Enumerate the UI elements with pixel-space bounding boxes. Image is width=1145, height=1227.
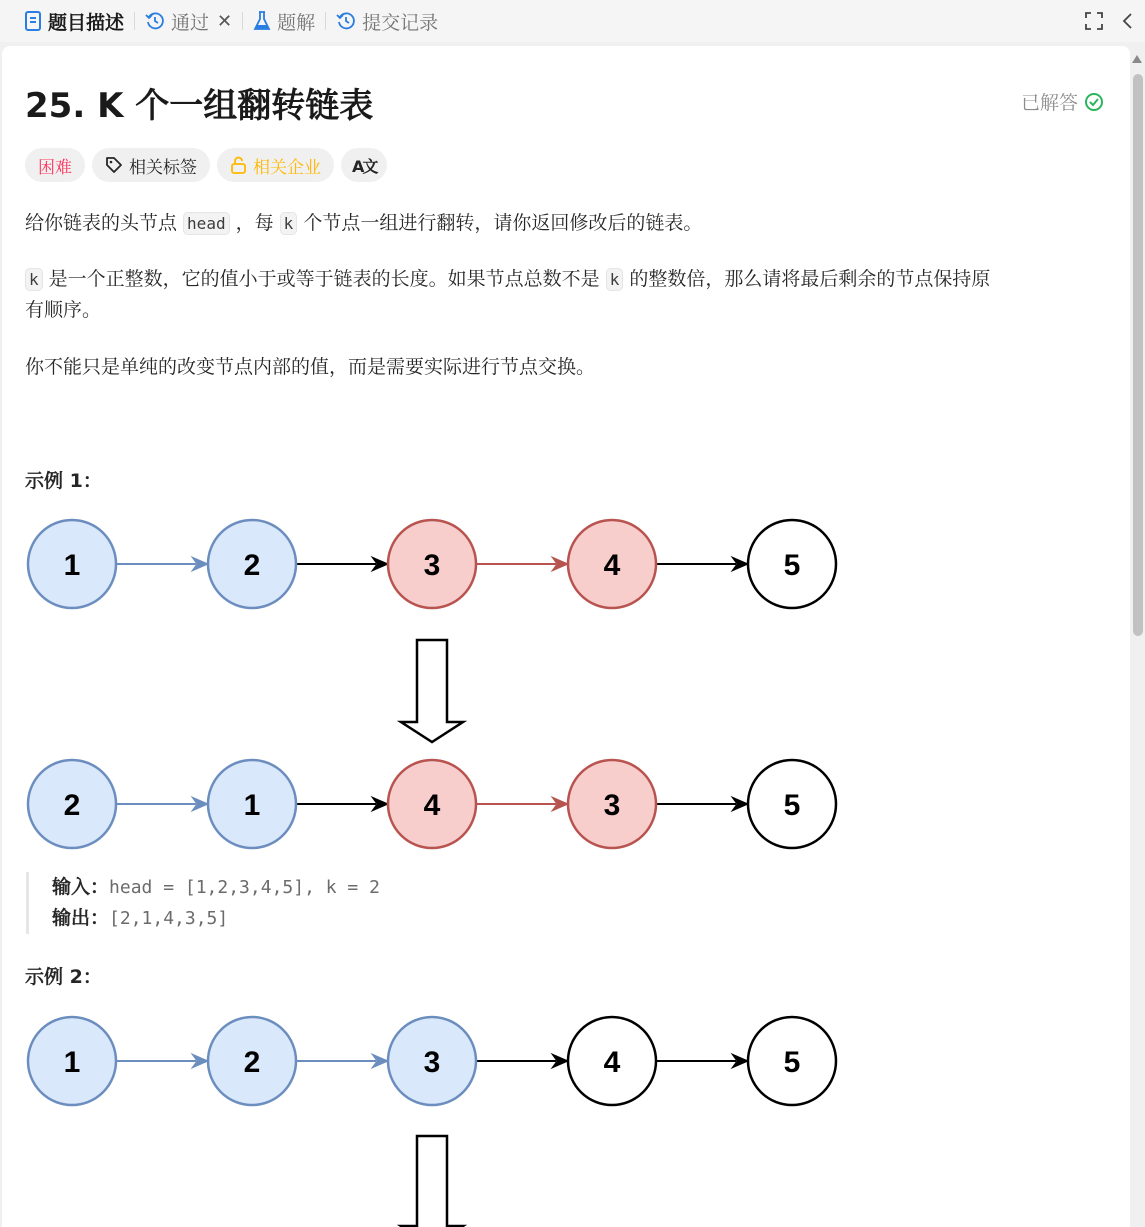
ex1-before-arrow (476, 557, 568, 571)
ex1-before-node-label: 3 (423, 549, 441, 582)
ex1-after-node (568, 760, 656, 848)
ex1-after-node-label: 2 (63, 789, 81, 822)
ex1-before-node-label: 1 (63, 549, 81, 582)
ex2-before-node-label: 1 (63, 1046, 81, 1079)
ex2-before-arrow (476, 1054, 568, 1068)
scroll-up-arrow[interactable] (1132, 55, 1142, 63)
tab-description[interactable] (18, 0, 130, 42)
page-title: 25. K 个一组翻转链表 (25, 86, 374, 126)
description-text: 的整数倍，那么请将最后剩余的节点保持原 (623, 268, 991, 290)
ex1-before-arrow (296, 557, 388, 571)
ex1-after-node (208, 760, 296, 848)
code-k: k (25, 268, 43, 291)
ex1-before-node (568, 520, 656, 608)
ex2-before-node-label: 3 (423, 1046, 441, 1079)
example-1-heading: 示例 1： (25, 470, 102, 492)
ex2-before-arrow (116, 1054, 208, 1068)
tab-accepted[interactable] (139, 0, 238, 42)
code-k: k (280, 212, 298, 235)
ex1-before-node (748, 520, 836, 608)
ex2-before-arrow (656, 1054, 748, 1068)
ex2-before-node (568, 1017, 656, 1105)
output-label: 输出： (52, 907, 110, 929)
close-icon[interactable]: ✕ (217, 10, 233, 32)
related-companies-label: 相关企业 (253, 157, 321, 178)
example-2-heading: 示例 2： (25, 966, 102, 988)
ex2-before-node (388, 1017, 476, 1105)
tab-submissions[interactable] (330, 0, 444, 42)
description-paragraph: 你不能只是单纯的改变节点内部的值，而是需要实际进行节点交换。 (25, 356, 596, 378)
ex1-after-arrow (476, 797, 568, 811)
tag-icon (105, 156, 123, 174)
tab-description-label: 题目描述 (48, 11, 125, 34)
ex1-after-arrow (656, 797, 748, 811)
ex2-before-arrow (296, 1054, 388, 1068)
ex2-before-node (748, 1017, 836, 1105)
translate-button[interactable] (341, 148, 387, 182)
tab-divider (325, 12, 326, 30)
ex1-after-node (28, 760, 116, 848)
history-icon (336, 11, 356, 31)
ex1-after-arrow (116, 797, 208, 811)
tab-actions (1077, 0, 1145, 42)
ex2-before-node (208, 1017, 296, 1105)
down-arrow (401, 1136, 463, 1227)
example-1-io (26, 872, 380, 934)
tab-accepted-label: 通过 (171, 11, 210, 34)
ex1-after-node (748, 760, 836, 848)
ex1-before-arrow (656, 557, 748, 571)
ex1-before-node-label: 4 (603, 549, 621, 582)
ex2-before-node-label: 5 (783, 1046, 801, 1079)
difficulty-label: 困难 (38, 157, 72, 178)
solved-label: 已解答 (1020, 92, 1078, 114)
description-text: 是一个正整数，它的值小于或等于链表的长度。如果节点总数不是 (42, 268, 606, 290)
tab-bar (0, 0, 1145, 42)
code-head: head (183, 212, 230, 235)
tab-solutions[interactable] (247, 0, 321, 42)
ex1-after-arrow (296, 797, 388, 811)
tab-submissions-label: 提交记录 (362, 11, 439, 34)
translate-icon: A文 (352, 156, 377, 176)
ex1-before-node (208, 520, 296, 608)
ex1-before-node (388, 520, 476, 608)
input-value: head = [1,2,3,4,5], k = 2 (109, 877, 380, 898)
ex1-before-node (28, 520, 116, 608)
ex1-after-node-label: 1 (243, 789, 261, 822)
lock-icon (230, 156, 247, 174)
document-icon (24, 11, 42, 31)
tab-divider (242, 12, 243, 30)
ex2-before-node (28, 1017, 116, 1105)
flask-icon (253, 11, 271, 31)
tag-row (25, 148, 387, 182)
fullscreen-icon[interactable] (1077, 4, 1111, 38)
output-value: [2,1,4,3,5] (109, 908, 229, 929)
ex1-before-arrow (116, 557, 208, 571)
ex1-after-node-label: 5 (783, 789, 801, 822)
description-panel (2, 46, 1130, 1227)
related-companies-button[interactable] (217, 148, 334, 182)
description-text: 有顺序。 (25, 299, 102, 321)
example-2-diagram (25, 1013, 845, 1227)
description-paragraph (25, 208, 1100, 239)
input-label: 输入： (52, 876, 110, 898)
tab-solutions-label: 题解 (277, 11, 316, 34)
down-arrow (401, 640, 463, 742)
difficulty-badge[interactable] (25, 148, 85, 182)
ex1-after-node (388, 760, 476, 848)
chevron-left-icon[interactable] (1111, 4, 1145, 38)
related-tags-button[interactable] (92, 148, 210, 182)
tab-divider (134, 12, 135, 30)
ex1-after-node-label: 4 (423, 789, 441, 822)
example-1-output-line (52, 903, 380, 934)
code-k: k (606, 268, 624, 291)
description-paragraph (25, 264, 1100, 326)
ex1-before-node-label: 2 (243, 549, 261, 582)
description-text: 个节点一组进行翻转，请你返回修改后的链表。 (297, 212, 703, 234)
solved-status (1021, 88, 1104, 115)
scrollbar-thumb[interactable] (1133, 74, 1143, 636)
related-tags-label: 相关标签 (129, 157, 197, 178)
ex1-after-node-label: 3 (603, 789, 621, 822)
ex2-before-node-label: 2 (243, 1046, 261, 1079)
example-1-diagram (25, 516, 845, 852)
description-text: 给你链表的头节点 (25, 212, 184, 234)
check-circle-icon (1084, 92, 1104, 112)
description-text: ，每 (229, 212, 280, 234)
ex1-before-node-label: 5 (783, 549, 801, 582)
history-icon (145, 11, 165, 31)
ex2-before-node-label: 4 (603, 1046, 621, 1079)
example-1-input-line (52, 872, 380, 903)
